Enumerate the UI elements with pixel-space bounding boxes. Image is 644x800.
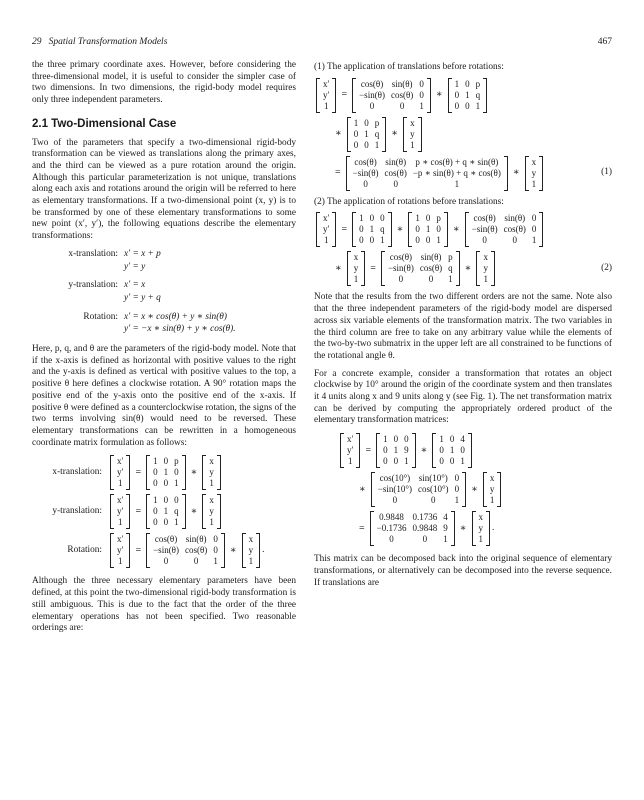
matrix-cell: 0	[431, 495, 436, 506]
paragraph: For a concrete example, consider a transformation that rotates an object clockwise by 10° around the origin of the coordinate system and then translates it 4 units along x and 9 units along y (see Fig. 1). The net transformation matrix can be derived by computing the appropriately ordered product of the elementary transformation matrices:	[314, 368, 612, 426]
matrix-cell: 0	[369, 100, 375, 111]
matrix-cell: cos(θ)	[391, 89, 414, 100]
matrix-cell: 1	[117, 478, 123, 489]
matrix-cell: x	[353, 252, 359, 263]
matrix-cell: 0	[353, 139, 359, 150]
matrix-cell: cos(θ)	[473, 213, 496, 224]
matrix-cell: 0	[531, 213, 537, 224]
matrix-cell: 1	[163, 467, 169, 478]
multiply: ∗	[464, 263, 472, 275]
matrix-equations	[32, 455, 296, 568]
matrix-cell: 0	[163, 556, 169, 567]
matrix-cell: 0	[369, 213, 375, 224]
matrix-cell: 0	[380, 213, 385, 224]
matrix-cell: p	[374, 117, 380, 128]
equation-line: x′ = x	[124, 280, 146, 291]
equals: =	[135, 545, 142, 557]
matrix-cell: 0	[163, 456, 169, 467]
matrix-cell: p	[174, 456, 179, 467]
matrix-cell: 0	[425, 235, 431, 246]
matrix	[347, 117, 387, 152]
equation-label: x-translation:	[68, 248, 118, 259]
matrix-cell: y	[478, 523, 484, 534]
equals: =	[135, 467, 142, 479]
matrix-cell: q	[475, 89, 481, 100]
chapter-title: Spatial Transformation Models	[48, 37, 168, 47]
paragraph: Here, p, q, and θ are the parameters of the rigid-body model. Note that if the x-axis is defined as horizontal with positive values to the right and the y-axis is defined as vertical with positive values to the top, a positive θ here defines a clockwise rotation. A 90° rotation maps the positive end of the y-axis onto the positive end of the x-axis. If positive θ were defined as a counterclockwise rotation, the signs of the two terms involving sin(θ) would need to be reversed. These elementary transformations can be rewritten in a homogeneous coordinate matrix formulation as follows:	[32, 344, 296, 448]
period: .	[492, 522, 495, 533]
matrix-cell: 1	[380, 235, 385, 246]
matrix-cell: 1	[454, 495, 460, 506]
matrix-cell: sin(θ)	[391, 78, 413, 89]
matrix-cell: 1	[163, 506, 169, 517]
matrix-cell: 4	[460, 434, 465, 445]
matrix	[432, 433, 472, 468]
matrix-cell: 1	[153, 495, 158, 506]
matrix-cell: 1	[359, 213, 364, 224]
matrix-cell: 9	[404, 445, 409, 456]
matrix-cell: 0	[436, 224, 441, 235]
matrix-cell: x	[531, 156, 537, 167]
matrix-cell: 0	[364, 117, 369, 128]
matrix-cell: 1	[248, 556, 254, 567]
matrix-cell: x	[248, 534, 254, 545]
matrix-cell: 1	[153, 456, 158, 467]
matrix-cell: 0	[363, 178, 368, 189]
matrix	[146, 494, 186, 529]
multiply: ∗	[512, 167, 520, 179]
matrix-cell: p	[448, 252, 453, 263]
matrix-cell: 0	[419, 78, 424, 89]
matrix-cell: 1	[483, 274, 488, 285]
matrix-cell: 0	[404, 434, 409, 445]
matrix	[352, 212, 392, 247]
matrix-cell: p ∗ cos(θ) + q ∗ sin(θ)	[415, 156, 499, 167]
paragraph: Note that the results from the two different orders are not the same. Note also that the three independent parameters of the rigid-body model are dispersed across six variable elements of the transformation matrix. The two variables in the third column are free to take on any arbitrary value while the elements of the two-by-two submatrix in the upper left are all constrained to be functions of the rotational angle θ.	[314, 292, 612, 361]
matrix-cell: cos(θ)	[389, 252, 413, 263]
matrix-cell: q	[174, 506, 179, 517]
multiply: ∗	[435, 89, 443, 101]
matrix-cell: 1	[415, 213, 420, 224]
multiply: ∗	[459, 522, 467, 534]
matrix-cell: p	[436, 213, 441, 224]
matrix-cell: 1	[374, 139, 380, 150]
matrix-cell: 1	[454, 178, 460, 189]
multiply: ∗	[335, 128, 342, 140]
matrix-cell: 0	[393, 178, 398, 189]
matrix	[381, 251, 460, 286]
matrix-cell: 0	[353, 128, 359, 139]
matrix	[448, 78, 488, 113]
matrix-cell: x	[209, 456, 214, 467]
matrix-cell: y′	[347, 445, 354, 456]
multiply: ∗	[229, 545, 237, 557]
matrix-cell: 0	[364, 139, 369, 150]
matrix	[476, 251, 495, 286]
matrix-cell: 1	[213, 556, 218, 567]
matrix-cell: 0	[428, 274, 434, 285]
matrix-cell: 1	[531, 178, 537, 189]
matrix-cell: 0	[439, 456, 444, 467]
matrix	[242, 533, 261, 568]
matrix-cell: 0	[460, 445, 465, 456]
matrix-cell: 0	[153, 478, 158, 489]
matrix-cell: 0	[153, 506, 158, 517]
matrix-cell: 0	[419, 89, 424, 100]
matrix-cell: cos(θ)	[503, 224, 526, 235]
equation-number: (1)	[601, 167, 612, 178]
matrix-cell: 0	[512, 235, 517, 246]
matrix-cell: 1	[369, 224, 375, 235]
matrix-cell: 0	[425, 213, 431, 224]
ordering-2-label: (2) The application of rotations before translations:	[314, 196, 504, 207]
matrix-cell: x	[209, 495, 214, 506]
equation-label: y-translation:	[68, 280, 118, 291]
matrix-cell: −sin(10°)	[377, 484, 412, 495]
matrix	[403, 117, 422, 152]
multiply: ∗	[391, 128, 399, 140]
matrix-cell: sin(θ)	[185, 534, 207, 545]
matrix-cell: 1	[323, 100, 329, 111]
matrix-cell: 0	[359, 224, 364, 235]
matrix-cell: sin(θ)	[420, 252, 442, 263]
matrix-cell: y′	[117, 545, 124, 556]
matrix-cell: 0	[454, 89, 460, 100]
matrix-cell: cos(θ)	[154, 534, 178, 545]
equals: =	[370, 263, 376, 275]
matrix	[202, 494, 221, 529]
paragraph: This matrix can be decomposed back into the original sequence of elementary transformations, or alternatively can be decomposed into the reverse sequence. If translations are	[314, 554, 612, 588]
matrix	[376, 433, 416, 468]
matrix-cell: 1	[460, 456, 465, 467]
matrix-cell: 1	[364, 128, 369, 139]
matrix-cell: q	[448, 263, 453, 274]
matrix	[146, 455, 186, 490]
matrix-cell: y	[483, 263, 488, 274]
matrix-cell: 1	[117, 517, 123, 528]
matrix-label: y-translation:	[52, 506, 102, 517]
equation-line: y′ = y	[124, 261, 146, 272]
equation-number: (2)	[601, 263, 612, 274]
left-column	[32, 60, 296, 641]
matrix-cell: x′	[117, 495, 124, 506]
matrix-cell: q	[380, 224, 385, 235]
matrix-cell: 0	[454, 473, 460, 484]
matrix-cell: y′	[117, 506, 124, 517]
matrix	[408, 212, 448, 247]
matrix-cell: 1	[478, 534, 484, 545]
equals: =	[359, 522, 365, 534]
multiply: ∗	[190, 506, 198, 518]
matrix	[472, 511, 491, 546]
matrix-cell: y	[209, 467, 214, 478]
right-column	[314, 60, 612, 595]
multiply: ∗	[452, 224, 460, 236]
matrix-cell: 0	[398, 274, 404, 285]
matrix-cell: y′	[117, 467, 124, 478]
matrix-cell: 1	[209, 517, 214, 528]
matrix-cell: cos(10°)	[379, 473, 411, 484]
ordering-1-label: (1) The application of translations before rotations:	[314, 62, 504, 72]
matrix-cell: 1	[531, 235, 537, 246]
matrix-cell: y	[410, 128, 415, 139]
equation-label: Rotation:	[83, 311, 118, 322]
matrix-cell: 0	[392, 495, 398, 506]
matrix	[146, 533, 225, 568]
equals: =	[365, 444, 372, 456]
matrix	[371, 472, 466, 507]
matrix-cell: 0	[422, 534, 428, 545]
matrix-cell: 1	[449, 445, 455, 456]
running-header	[32, 37, 612, 51]
matrix-cell: −sin(θ)	[471, 224, 498, 235]
matrix-cell: 0	[153, 517, 158, 528]
matrix-cell: 1	[425, 224, 431, 235]
matrix-cell: cos(θ)	[185, 545, 208, 556]
paragraph: Although the three necessary elementary parameters have been defined, at this point the two-dimensional rigid-body transformation is still ambiguous. This is due to the fact that the order of the three elementary operations has not been specified. Two reasonable orderings are:	[32, 576, 296, 634]
matrix-cell: 0	[454, 484, 460, 495]
matrix	[346, 156, 508, 191]
matrix-cell: 1	[383, 434, 388, 445]
matrix-cell: sin(10°)	[418, 473, 448, 484]
matrix-cell: y	[531, 167, 537, 178]
matrix-cell: 0	[163, 517, 169, 528]
matrix-cell: 0	[359, 235, 364, 246]
matrix-cell: 1	[353, 117, 359, 128]
matrix	[110, 494, 130, 529]
matrix-cell: y	[353, 263, 359, 274]
multiply: ∗	[190, 467, 198, 479]
matrix-label: Rotation:	[67, 545, 102, 556]
matrix-cell: 0	[393, 456, 399, 467]
scalar-equations	[32, 249, 296, 336]
equation-line: x′ = x + p	[124, 248, 161, 259]
matrix	[316, 78, 336, 113]
matrix-cell: 4	[443, 512, 448, 523]
matrix-cell: 0	[393, 434, 399, 445]
paragraph: Two of the parameters that specify a two-dimensional rigid-body transformation can be viewed as translations along the primary axes, and the third can be viewed as a pure rotation around the origin. Although this particular parameterization is not unique, translations along each axis and rotations around the origin will be referred to here as elementary transformations. If a two-dimensional point (x, y) is to be transformed by one of these elementary transformations to some new point (x′, y′), the following equations describe the elementary transformations:	[32, 137, 296, 242]
equals: =	[341, 89, 348, 101]
period: .	[262, 545, 265, 556]
chapter-number: 29	[32, 37, 42, 47]
matrix-cell: cos(10°)	[417, 484, 449, 495]
matrix-cell: 1	[443, 534, 448, 545]
matrix-cell: x′	[117, 456, 124, 467]
matrix-cell: 1	[419, 100, 424, 111]
page-number: 467	[597, 37, 612, 47]
matrix-cell: 0	[174, 495, 179, 506]
matrix-cell: x′	[117, 534, 124, 545]
matrix-cell: 1	[323, 235, 329, 246]
matrix-cell: 0	[369, 235, 375, 246]
matrix-cell: 0	[153, 467, 158, 478]
multiply: ∗	[359, 483, 366, 495]
matrix	[352, 78, 431, 113]
matrix-cell: 0	[449, 434, 455, 445]
matrix-cell: 1	[117, 556, 123, 567]
matrix	[483, 472, 502, 507]
matrix	[465, 212, 544, 247]
multiply: ∗	[335, 263, 342, 275]
matrix-cell: x′	[323, 213, 330, 224]
matrix-cell: 9	[443, 523, 448, 534]
matrix-cell: −0.1736	[376, 523, 407, 534]
section-heading: 2.1 Two-Dimensional Case	[32, 117, 177, 130]
matrix	[110, 455, 130, 490]
matrix-cell: −p ∗ sin(θ) + q ∗ cos(θ)	[412, 167, 501, 178]
equation-line: x′ = x ∗ cos(θ) + y ∗ sin(θ)	[124, 311, 227, 322]
matrix	[110, 533, 130, 568]
matrix-cell: 0	[213, 534, 218, 545]
matrix-cell: 1	[475, 100, 481, 111]
multiply: ∗	[396, 224, 404, 236]
matrix-cell: x	[410, 117, 415, 128]
matrix-cell: 1	[439, 434, 444, 445]
matrix	[340, 433, 360, 468]
equals: =	[135, 506, 142, 518]
matrix-cell: −sin(θ)	[359, 89, 385, 100]
matrix-cell: 0	[465, 100, 470, 111]
matrix-cell: cos(θ)	[419, 263, 443, 274]
matrix-cell: 0	[454, 100, 460, 111]
matrix-cell: x′	[323, 78, 330, 89]
matrix	[370, 511, 455, 546]
matrix-cell: y′	[323, 224, 330, 235]
matrix-cell: 0	[213, 545, 218, 556]
matrix-cell: 0.1736	[412, 512, 438, 523]
matrix-cell: x	[478, 512, 484, 523]
matrix-cell: sin(θ)	[385, 156, 407, 167]
matrix-cell: 0	[415, 235, 420, 246]
matrix-cell: 1	[489, 495, 495, 506]
matrix-cell: 0	[383, 445, 388, 456]
matrix-cell: cos(θ)	[384, 167, 407, 178]
matrix-cell: 1	[448, 274, 453, 285]
matrix-cell: 1	[410, 139, 415, 150]
matrix-cell: 0.9848	[379, 512, 404, 523]
matrix-cell: x	[489, 473, 495, 484]
matrix-cell: 1	[174, 478, 179, 489]
matrix-cell: 0	[193, 556, 199, 567]
matrix-cell: 0	[415, 224, 420, 235]
matrix-cell: 1	[465, 89, 470, 100]
multiply: ∗	[420, 444, 428, 456]
matrix-cell: x	[483, 252, 488, 263]
matrix-cell: 0	[399, 100, 405, 111]
matrix-cell: y	[209, 506, 214, 517]
matrix-cell: 0	[482, 235, 487, 246]
matrix-cell: 1	[436, 235, 441, 246]
matrix-cell: −sin(θ)	[387, 263, 414, 274]
matrix-cell: cos(θ)	[360, 78, 384, 89]
matrix-cell: 0.9848	[412, 523, 438, 534]
matrix-cell: 0	[383, 456, 388, 467]
matrix-cell: x′	[347, 434, 354, 445]
matrix-cell: y	[248, 545, 254, 556]
matrix-cell: 1	[347, 456, 353, 467]
matrix	[525, 156, 544, 191]
matrix-cell: 0	[449, 456, 455, 467]
matrix-cell: cos(θ)	[354, 156, 377, 167]
matrix	[316, 212, 336, 247]
matrix-cell: 0	[174, 467, 179, 478]
matrix-cell: p	[475, 78, 481, 89]
matrix-cell: 0	[163, 495, 169, 506]
matrix-cell: q	[374, 128, 380, 139]
equals: =	[341, 224, 348, 236]
matrix-cell: 1	[209, 478, 214, 489]
matrix-cell: −sin(θ)	[153, 545, 179, 556]
matrix-cell: −sin(θ)	[352, 167, 379, 178]
matrix-cell: 1	[174, 517, 179, 528]
matrix	[202, 455, 221, 490]
matrix-cell: 1	[454, 78, 460, 89]
equation-line: y′ = y + q	[124, 292, 161, 303]
matrix-cell: y′	[323, 89, 330, 100]
matrix-cell: 1	[353, 274, 359, 285]
multiply: ∗	[471, 483, 478, 495]
equals: =	[335, 167, 341, 179]
matrix-cell: 0	[465, 78, 470, 89]
matrix-cell: 0	[163, 478, 169, 489]
matrix-cell: y	[489, 484, 495, 495]
matrix-cell: 0	[439, 445, 444, 456]
matrix	[347, 251, 366, 286]
equation-line: y′ = −x ∗ sin(θ) + y ∗ cos(θ).	[124, 324, 236, 335]
paragraph: the three primary coordinate axes. However, before considering the three-dimensional model, it is useful to consider the simpler case of two dimensions. In two dimensions, the rigid-body model requires only three independent parameters.	[32, 60, 296, 106]
matrix-cell: 1	[404, 456, 409, 467]
matrix-cell: 1	[393, 445, 399, 456]
matrix-cell: sin(θ)	[504, 213, 526, 224]
matrix-cell: 0	[531, 224, 537, 235]
matrix-cell: 0	[389, 534, 394, 545]
matrix-label: x-translation:	[52, 467, 102, 478]
